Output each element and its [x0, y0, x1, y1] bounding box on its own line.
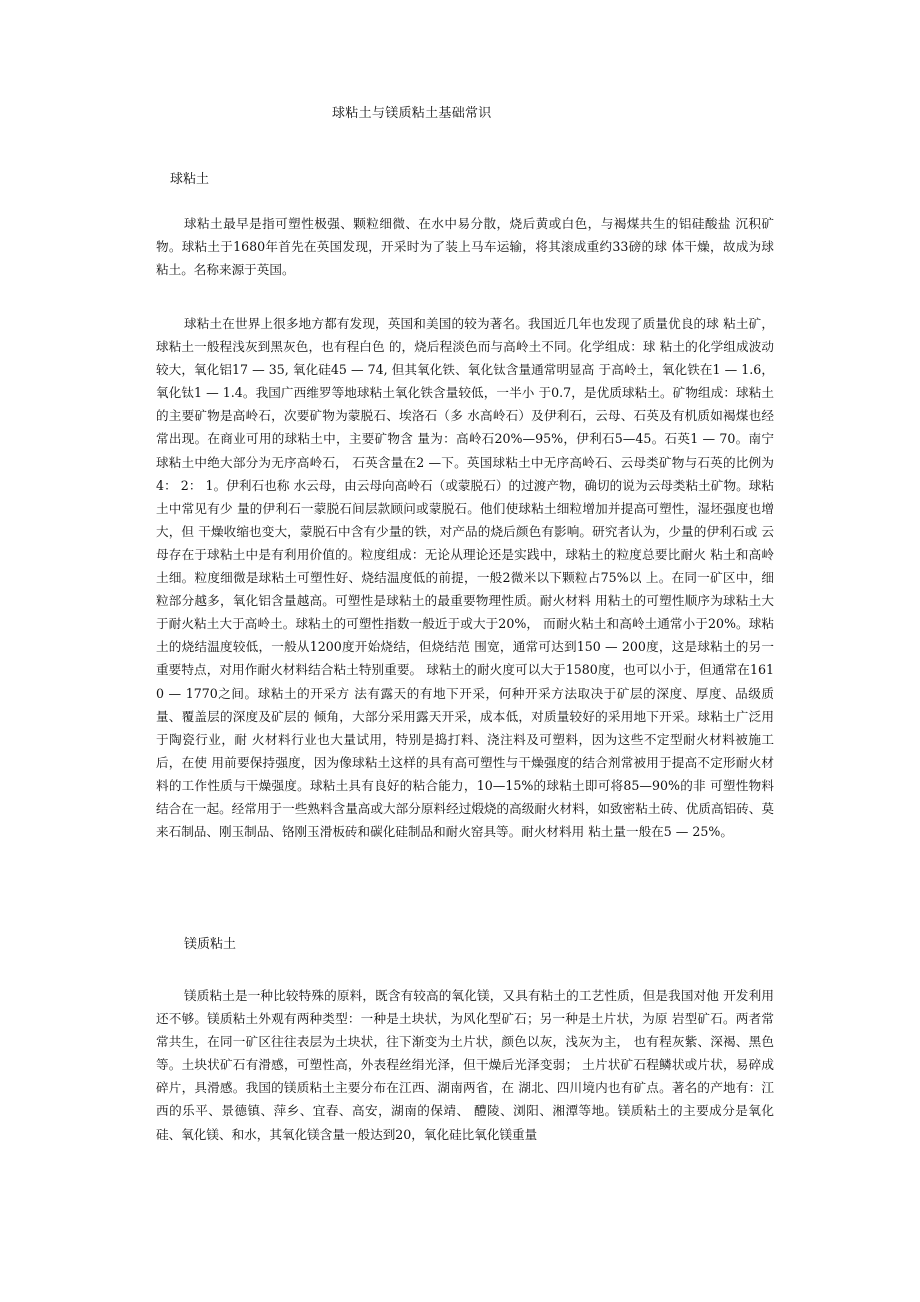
section-heading-ball-clay: 球粘土 [170, 172, 210, 187]
paragraph-ball-clay-details: 球粘土在世界上很多地方都有发现，英国和美国的较为著名。我国近几年也发现了质量优良的球 粘土矿，球粘土一般程浅灰到黑灰色，也有程白色 的，烧后程淡色而与高岭土不同。化学组成：球 粘土的化学组成波动较大，氧化铝17 — 35, 氧化硅45 — 74, 但其氧化铁、氧化钛含量通常明显高 于高岭土，氧化铁在1 — 1.6，氧化钛1 — 1.4。我国广西维罗等地球粘土氧化铁含量较低，一半小 于0.7，是优质球粘土。矿物组成：球粘土的主要矿物是高岭石，次要矿物为蒙脱石、埃洛石（多 水高岭石）及伊利石，云母、石英及有机质如褐煤也经常出现。在商业可用的球粘土中，主要矿物含 量为：高岭石20%—95%，伊利石5—45。石英1 — 70。南宁球粘土中绝大部分为无序高岭石， 石英含量在2 —下。英国球粘土中无序高岭石、云母类矿物与石英的比例为4： 2： 1。伊利石也称 水云母，由云母向高岭石（或蒙脱石）的过渡产物，确切的说为云母类粘土矿物。球粘土中常见有少 量的伊利石一蒙脱石间层款顾问或蒙脱石。他们使球粘土细粒增加并提高可塑性，湿坯强度也增大，但 干燥收缩也变大，蒙脱石中含有少量的铁，对产品的烧后颜色有影响。研究者认为，少量的伊利石或 云母存在于球粘土中是有利用价值的。粒度组成：无论从理论还是实践中，球粘土的粒度总要比耐火 粘土和高岭土细。粒度细微是球粘土可塑性好、烧结温度低的前提，一般2微米以下颗粒占75%以 上。在同一矿区中，细粒部分越多，氧化铝含量越高。可塑性是球粘土的最重要物理性质。耐火材料 用粘土的可塑性顺序为球粘土大于耐火粘土大于高岭土。球粘土的可塑性指数一般近于或大于20%， 而耐火粘土和高岭土通常小于20%。球粘土的烧结温度较低，一般从1200度开始烧结，但烧结范 围宽，通常可达到150 — 200度，这是球粘土的另一重要特点，对用作耐火材料结合粘土特别重要。 球粘土的耐火度可以大于1580度，也可以小于，但通常在1610 — 1770之间。球粘土的开采方 法有露天的有地下开采，何种开采方法取决于矿层的深度、厚度、品级质量、覆盖层的深度及矿层的 倾角，大部分采用露天开采，成本低，对质量较好的采用地下开采。球粘土广泛用于陶瓷行业，耐 火材料行业也大量试用，特别是捣打料、浇注料及可塑料，因为这些不定型耐火材料被施工后，在使 用前要保持强度，因为像球粘土这样的具有高可塑性与干燥强度的结合剂常被用于提高不定形耐火材 料的工作性质与干燥强度。球粘土具有良好的粘合能力，10—15%的球粘土即可将85—90%的非 可塑性物料结合在一起。经常用于一些熟料含量高或大部分原料经过煅烧的高级耐火材料，如致密粘土砖、优质高铝砖、莫来石制品、刚玉制品、铬刚玉滑板砖和碳化硅制品和耐火窑具等。耐火材料用 粘土量一般在5 — 25%。 [156, 316, 774, 840]
section-heading-magnesia-clay: 镁质粘土 [184, 937, 237, 952]
paragraph-magnesia-clay: 镁质粘土是一种比较特殊的原料，既含有较高的氧化镁，又具有粘土的工艺性质，但是我国对他 开发利用还不够。镁质粘土外观有两种类型：一种是土块状，为风化型矿石；另一种是土片状，为原 岩型矿石。两者常常共生，在同一矿区往往表层为土块状，往下渐变为土片状，颜色以灰，浅灰为主， 也有程灰紫、深褐、黑色等。土块状矿石有滑感，可塑性高，外表程丝绢光泽，但干燥后光泽变弱； 土片状矿石程鳞状或片状，易碎成碎片，具滑感。我国的镁质粘土主要分布在江西、湖南两省，在 湖北、四川境内也有矿点。著名的产地有：江西的乐平、景德镇、萍乡、宜春、高安，湖南的保靖、 醴陵、浏阳、湘潭等地。镁质粘土的主要成分是氧化硅、氧化镁、和水，其氧化镁含量一般达到20，氧化硅比氧化镁重量 [156, 988, 774, 1142]
document-title: 球粘土与镁质粘土基础常识 [332, 106, 492, 121]
paragraph-ball-clay-intro: 球粘土最早是指可塑性极强、颗粒细微、在水中易分散，烧后黄或白色，与褐煤共生的铝硅酸盐 沉积矿物。球粘土于1680年首先在英国发现，开采时为了装上马车运输，将其滚成重约33磅的球 体干燥，故成为球粘土。名称来源于英国。 [156, 216, 774, 278]
